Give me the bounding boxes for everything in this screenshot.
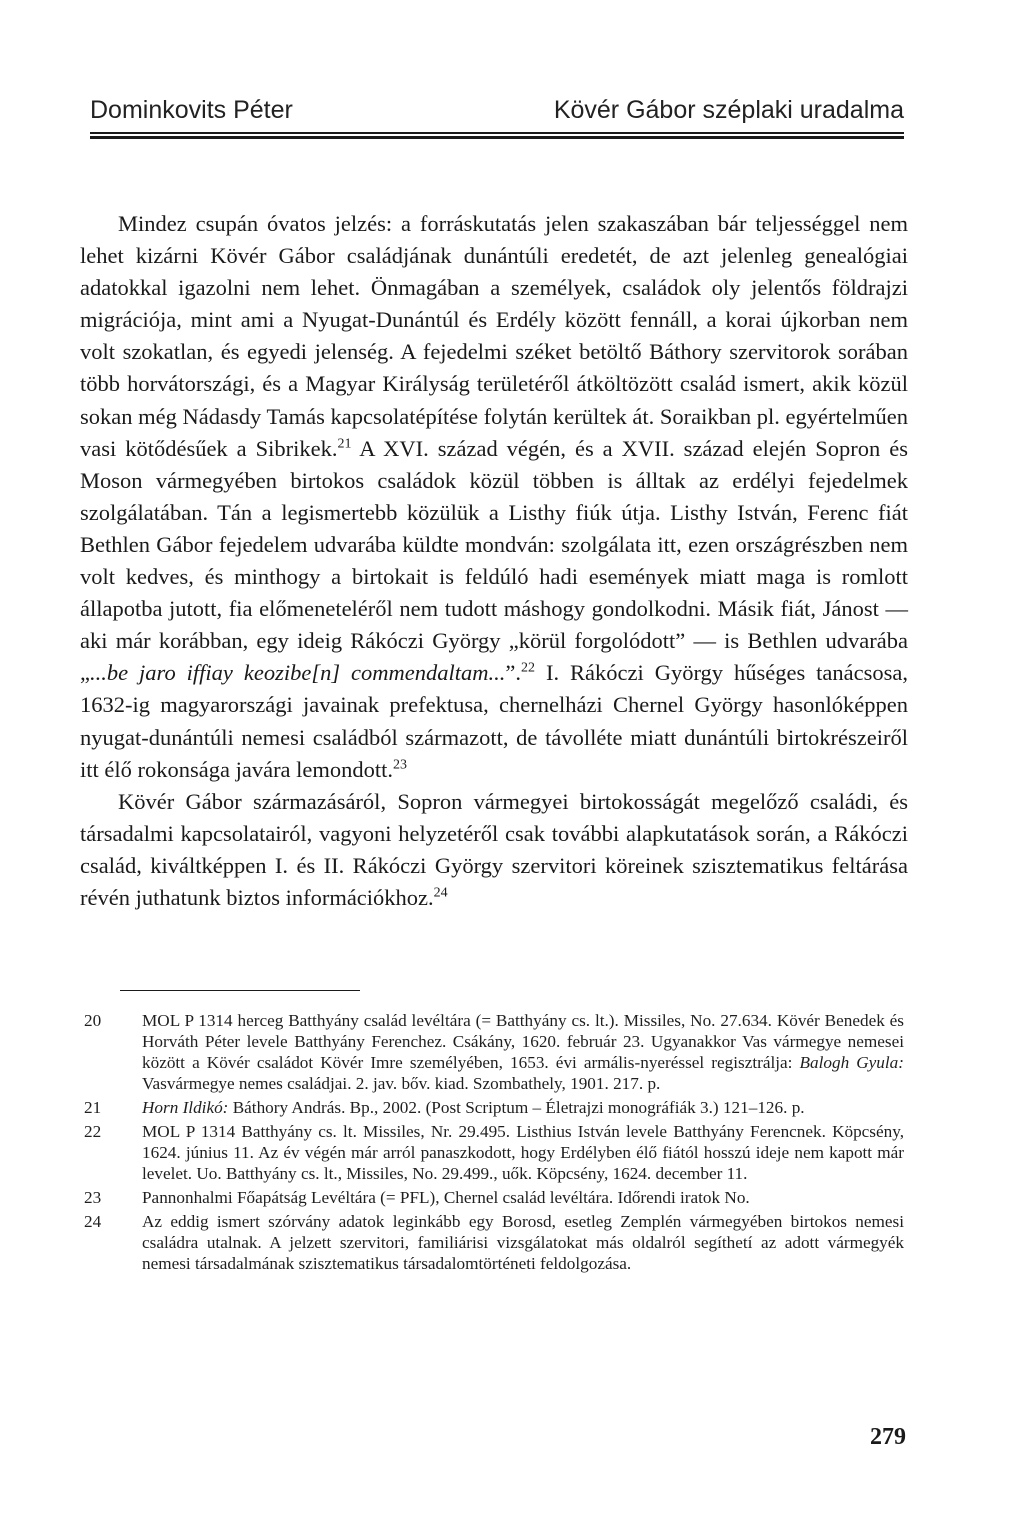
footnote-separator xyxy=(120,990,360,991)
header-rule xyxy=(90,132,904,139)
footnote-number: 21 xyxy=(84,1098,102,1117)
header-title: Kövér Gábor széplaki uradalma xyxy=(553,96,904,124)
footnotes xyxy=(84,1010,904,1277)
footnote-24: 24 Az eddig ismert szórvány adatok leginkább egy Borosd, esetleg Zemplén vármegyében birtokos nemesi családra utalnak. A jelzett szervitori, familiárisi vizsgálatokat más oldalról segíthetí az adott vármegyék nemesi társadalmának szisztematikus társadalomtörténeti feldolgozása. xyxy=(84,1212,904,1273)
footnote-number: 23 xyxy=(84,1188,102,1207)
quote: ...be jaro iffiay keozibe[n] commendaltam... xyxy=(90,660,506,686)
footnote-23: 23 Pannonhalmi Főapátság Levéltára (= PFL), Chernel család levéltára. Időrendi iratok No. xyxy=(84,1188,750,1207)
footnote-author: Balogh Gyula: xyxy=(799,1053,904,1072)
footnote-22: 22 MOL P 1314 Batthyány cs. lt. Missiles, Nr. 29.495. Listhius István levele Batthyány Ferencnek. Köpcsény, 1624. június 11. Az év végén már arról panaszkodott, hogy Erdélyben élő fiától hosszú ideje nem kapott már levelet. Uo. Batthyány cs. lt., Missiles, No. 29.499., uők. Köpcsény, 1624. december 11. xyxy=(84,1122,904,1183)
footnote-number: 20 xyxy=(84,1011,102,1030)
paragraph-2: Kövér Gábor származásáról, Sopron vármegyei birtokosságát megelőző családi, és társadalmi kapcsolatairól, vagyoni helyzetéről csak további alapkutatások során, a Rákóczi család, kiváltképpen I. és II. Rákóczi György szervitori köreinek szisztematikus feltárása révén juthatunk biztos információkhoz.$^{24}$ xyxy=(80,788,908,910)
running-header xyxy=(90,96,904,125)
footnote-ref-23[interactable]: 23 xyxy=(393,757,408,773)
footnote-21: 21 Horn Ildikó: Báthory András. Bp., 2002. (Post Scriptum – Életrajzi monográfiák 3.) 121–126. p. xyxy=(84,1098,805,1117)
footnote-ref-22[interactable]: 22 xyxy=(521,660,536,676)
footnote-number: 22 xyxy=(84,1122,102,1141)
footnote-ref-24[interactable]: 24 xyxy=(433,885,448,901)
page-number: 279 xyxy=(870,1424,906,1450)
main-text xyxy=(80,208,908,914)
paragraph-1: Mindez csupán óvatos jelzés: a forráskutatás jelen szakaszában bár teljességgel nem lehet kizárni Kövér Gábor családjának dunántúli eredetét, de azt jelenleg genealógiai adatokkal igazolni nem lehet. Önmagában a személyek, családok oly jelentős földrajzi migrációja, mint ami a Nyugat-Dunántúl és Erdély között fennáll, a korai újkorban nem volt szokatlan, és egyedi jelenség. A fejedelmi széket betöltő Báthory szervitorok sorában több horvátországi, és a Magyar Királyság területéről átköltözött család ismert, akik közül sokan még Nádasdy Tamás kapcsolatépítése folytán kerültek át. Soraikban pl. egyértelműen vasi kötődésűek a Sibrikek.$^{21}$ A XVI. század végén, és a XVII. század elején Sopron és Moson vármegyében birtokos családok közül többen is álltak az erdélyi fejedelmek szolgálatában. Tán a legismertebb közülük a Listhy fiúk útja. Listhy István, Ferenc fiát Bethlen Gábor fejedelem udvarába küldte mondván: szolgálata itt, ezen országrészben nem volt kedves, és minthogy a birtokait is feldúló hadi események miatt maga is romlott állapotba jutott, fia előmeneteléről nem tudott máshogy gondolkodni. Másik fiát, Jánost — aki már korábban, egy ideig Rákóczi György „körül forgolódott” — is Bethlen udvarába „...be jaro iffiay keozibe[n] commendaltam...”.$^{22}$ I. Rákóczi György hűséges tanácsosa, 1632-ig magyarországi javainak prefektusa, chernelházi Chernel György hasonlóképpen nyugat-dunántúli nemesi családból származott, de távolléte miatt dunántúli birtokrészeiről itt élő rokonsága javára lemondott.$^{23}$ xyxy=(80,211,908,782)
footnote-ref-21[interactable]: 21 xyxy=(337,436,352,452)
footnote-number: 24 xyxy=(84,1212,102,1231)
header-author: Dominkovits Péter xyxy=(90,96,293,124)
footnote-20: 20 MOL P 1314 herceg Batthyány család levéltára (= Batthyány cs. lt.). Missiles, No. 27.634. Kövér Benedek és Horváth Péter levele Batthyány Ferenchez. Csákány, 1620. február 23. Ugyanakkor Vas vármegye nemesei között a Kövér családot Kövér Imre személyében, 1653. évi armális-nyeréssel regisztrálja: Balogh Gyula: Vasvármegye nemes családjai. 2. jav. bőv. kiad. Szombathely, 1901. 217. p. xyxy=(84,1011,904,1093)
footnote-author: Horn Ildikó: xyxy=(142,1098,229,1117)
